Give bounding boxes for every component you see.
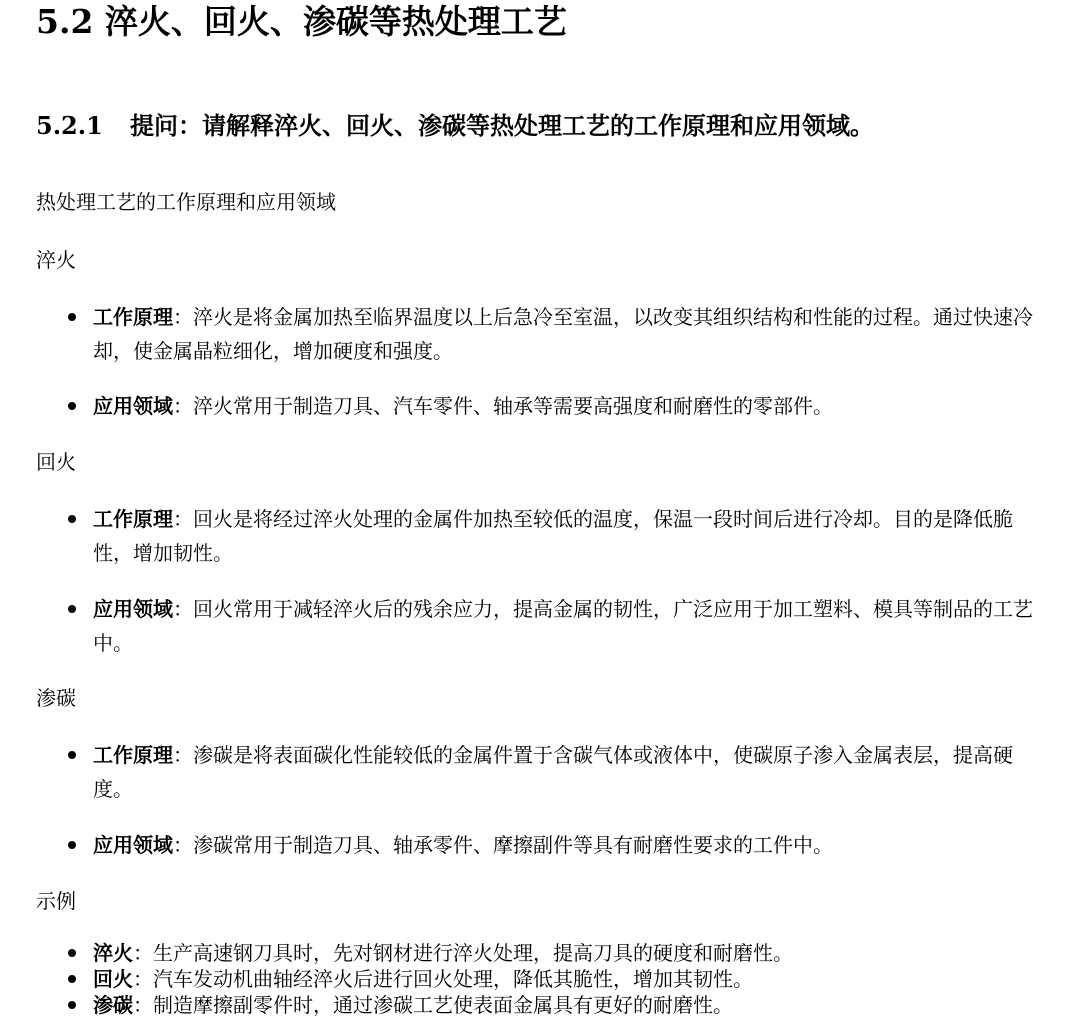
item-text: ：汽车发动机曲轴经淬火后进行回火处理，降低其脆性，增加其韧性。 <box>133 967 753 991</box>
bullet-icon <box>68 751 76 759</box>
bullet-icon <box>68 949 76 957</box>
bullet-icon <box>68 313 76 321</box>
bullet-icon <box>68 1001 76 1009</box>
bullet-icon <box>68 402 76 410</box>
carburize-heading: 渗碳 <box>36 686 76 710</box>
bullet-icon <box>68 605 76 613</box>
item-label: 工作原理 <box>93 507 173 531</box>
item-text: ：渗碳是将表面碳化性能较低的金属件置于含碳气体或液体中，使碳原子渗入金属表层，提高硬度。 <box>93 743 1013 801</box>
item-text: ：回火常用于减轻淬火后的残余应力，提高金属的韧性，广泛应用于加工塑料、模具等制品的工艺中。 <box>93 597 1033 655</box>
temper-heading: 回火 <box>36 450 76 474</box>
intro-paragraph: 热处理工艺的工作原理和应用领域 <box>36 190 336 214</box>
section-title: 5.2 淬火、回火、渗碳等热处理工艺 <box>36 2 567 41</box>
bullet-icon <box>68 975 76 983</box>
item-text: ：回火是将经过淬火处理的金属件加热至较低的温度，保温一段时间后进行冷却。目的是降低脆性，增加韧性。 <box>93 507 1013 565</box>
item-label: 回火 <box>93 967 133 991</box>
subsection-title: 提问：请解释淬火、回火、渗碳等热处理工艺的工作原理和应用领域。 <box>130 111 874 140</box>
item-label: 工作原理 <box>93 743 173 767</box>
item-label: 渗碳 <box>93 993 133 1017</box>
item-label: 应用领域 <box>93 597 173 621</box>
item-label: 应用领域 <box>93 833 173 857</box>
examples-heading: 示例 <box>36 889 76 913</box>
item-text: ：淬火是将金属加热至临界温度以上后急冷至室温，以改变其组织结构和性能的过程。通过快速冷却，使金属晶粒细化，增加硬度和强度。 <box>93 305 1033 363</box>
subsection-heading <box>36 108 874 144</box>
subsection-number: 5.2.1 <box>36 111 103 140</box>
bullet-icon <box>68 515 76 523</box>
item-label: 应用领域 <box>93 394 173 418</box>
item-text: ：生产高速钢刀具时，先对钢材进行淬火处理，提高刀具的硬度和耐磨性。 <box>133 941 793 965</box>
bullet-icon <box>68 841 76 849</box>
quench-heading: 淬火 <box>36 248 76 272</box>
item-text: ：制造摩擦副零件时，通过渗碳工艺使表面金属具有更好的耐磨性。 <box>133 993 733 1017</box>
item-text: ：淬火常用于制造刀具、汽车零件、轴承等需要高强度和耐磨性的零部件。 <box>173 394 833 418</box>
item-text: ：渗碳常用于制造刀具、轴承零件、摩擦副件等具有耐磨性要求的工件中。 <box>173 833 833 857</box>
item-label: 淬火 <box>93 941 133 965</box>
item-label: 工作原理 <box>93 305 173 329</box>
